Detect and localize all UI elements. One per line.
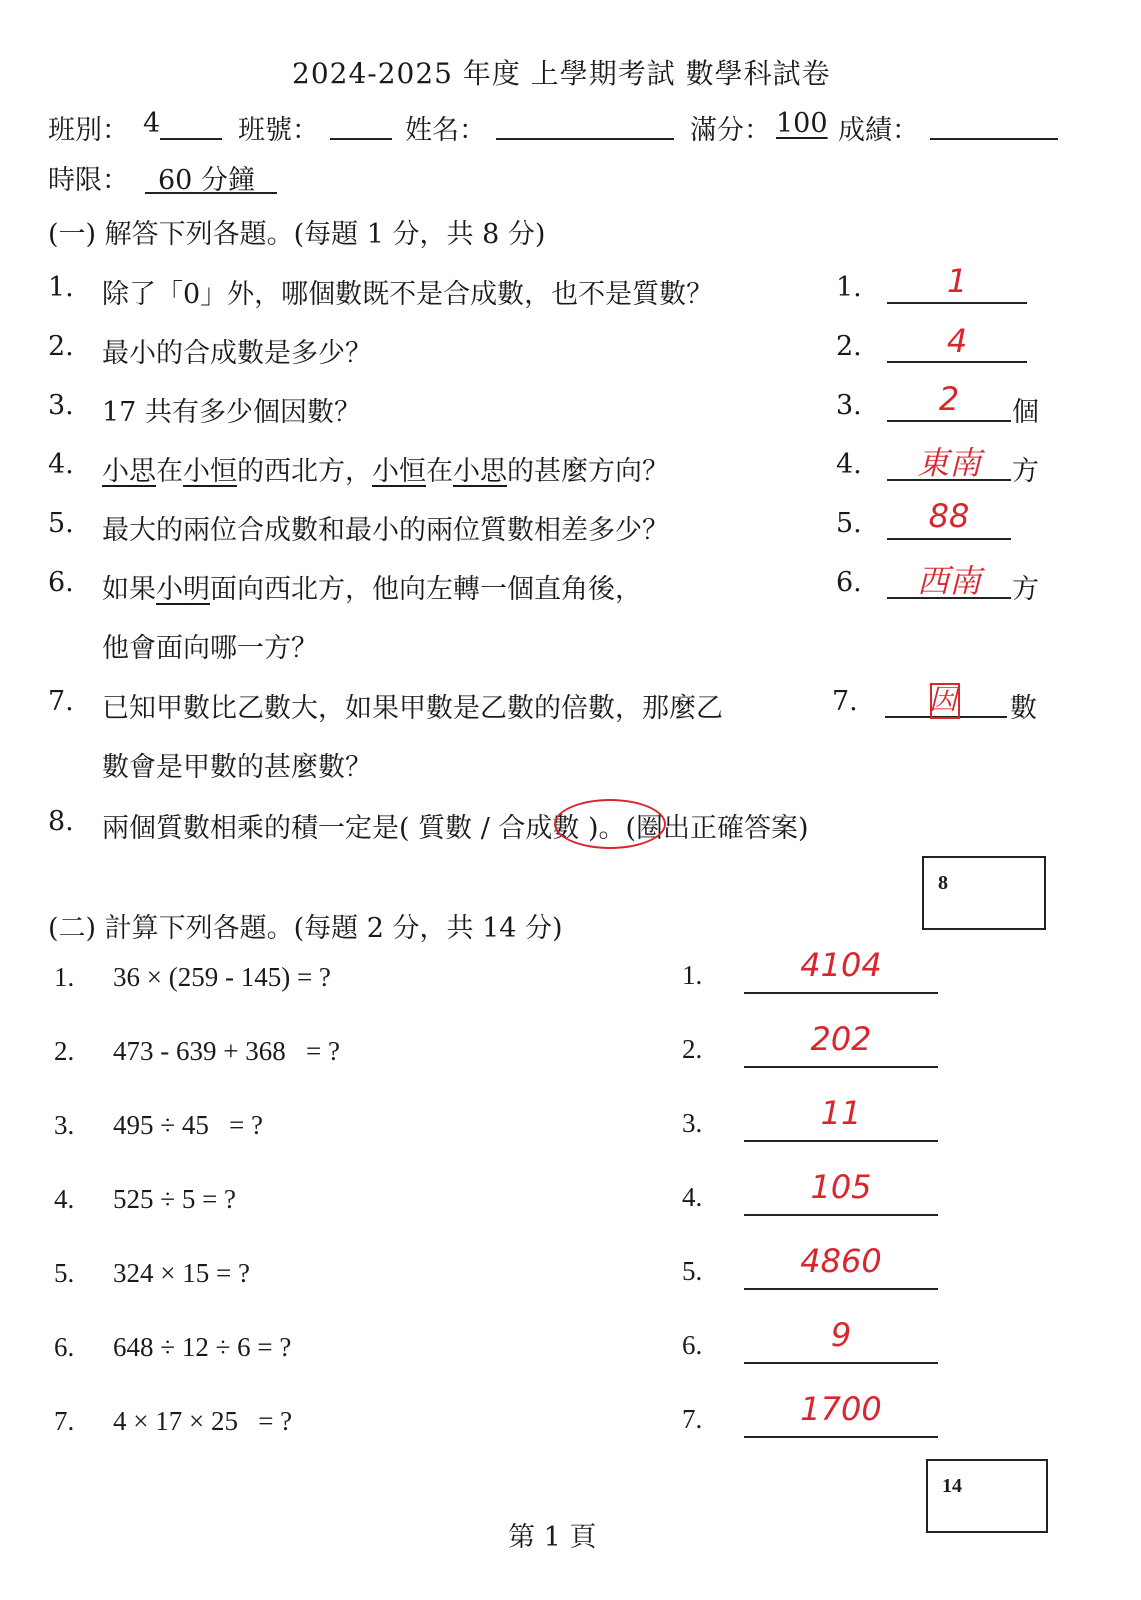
full-marks-label: 滿分： [690,115,771,146]
question-number: 6. [48,567,74,598]
handwritten-answer: 因 [928,683,957,716]
text-part: 在 [426,456,453,487]
answer-line [744,1436,938,1438]
section2-heading: (二) 計算下列各題。(每題 2 分，共 14 分) [48,913,563,944]
answer-line [744,1066,938,1068]
question-number: 7. [48,686,74,717]
answer-unit: 數 [1010,693,1037,724]
question-text: 除了「0」外，哪個數既不是合成數，也不是質數？ [102,279,714,310]
time-limit-line [145,192,277,194]
question-number: 6. [54,1332,75,1362]
question-text [102,567,642,606]
question-text [102,449,669,488]
answer-unit: 方 [1012,574,1039,605]
text-part: 面向西北方，他向左轉一個直角後， [210,574,642,605]
handwritten-answer: 4860 [800,1242,882,1280]
score-box-label: 8 [938,872,948,894]
question-number: 7. [54,1406,75,1436]
page-title: 2024-2025 年度 上學期考試 數學科試卷 [292,57,831,90]
full-marks-value: 100 [776,108,828,139]
handwritten-answer: 105 [810,1168,872,1206]
student-name-line [496,138,674,140]
question-number: 1. [54,962,75,992]
handwritten-answer: 9 [830,1316,852,1354]
question-number: 4. [54,1184,75,1214]
circled-text: 合成數 [498,813,580,844]
calc-expression: 473 - 639 + 368 = ? [113,1036,340,1066]
answer-line [887,420,1011,422]
answer-number: 4. [836,449,862,480]
question-number: 1. [48,272,74,303]
question-text: 最小的合成數是多少？ [102,338,372,369]
calc-expression: 324 × 15 = ? [113,1258,250,1288]
name-siu-hang: 小恒 [183,456,237,487]
answer-number: 2. [836,331,862,362]
question-number: 5. [54,1258,75,1288]
answer-unit: 方 [1012,456,1039,487]
class-number-line [330,138,392,140]
answer-line [887,361,1027,363]
section2-score-box [926,1459,1048,1533]
answer-number: 6. [682,1330,703,1360]
class-label: 班別： [48,115,129,146]
answer-number: 4. [682,1182,703,1212]
class-value: 4 [143,108,161,139]
question-text [102,806,809,845]
question-number: 3. [54,1110,75,1140]
name-siu-ming: 小明 [156,574,210,605]
name-siu-hang: 小恒 [372,456,426,487]
time-limit-label: 時限： [48,165,129,196]
text-part: 的甚麼方向？ [507,456,669,487]
calc-expression: 648 ÷ 12 ÷ 6 = ? [113,1332,292,1362]
handwritten-answer: 2 [938,380,960,418]
answer-line [744,992,938,994]
answer-unit: 個 [1012,397,1039,428]
answer-number: 7. [832,686,858,717]
calc-expression: 36 × (259 - 145) = ? [113,962,331,992]
handwritten-circle [554,799,666,849]
question-number: 4. [48,449,74,480]
question-number: 8. [48,806,74,837]
time-limit-value: 60 分鐘 [158,165,255,196]
question-text: 已知甲數比乙數大，如果甲數是乙數的倍數，那麼乙 [102,693,723,724]
name-siu-sze: 小思 [102,456,156,487]
calc-expression: 525 ÷ 5 = ? [113,1184,237,1214]
answer-line [744,1362,938,1364]
handwritten-answer: 202 [810,1020,872,1058]
answer-line [887,538,1011,540]
text-part: 兩個質數相乘的積一定是( 質數 / [102,813,499,844]
question-number: 5. [48,508,74,539]
score-line [930,138,1058,140]
student-name-label: 姓名： [405,115,486,146]
answer-line [744,1214,938,1216]
answer-line [744,1288,938,1290]
score-label: 成績： [838,115,919,146]
handwritten-answer: 東南 [916,444,981,482]
answer-number: 3. [682,1108,703,1138]
answer-line [744,1140,938,1142]
text-part: 在 [156,456,183,487]
question-number: 3. [48,390,74,421]
handwritten-answer: 11 [820,1094,862,1132]
handwritten-answer: 1700 [800,1390,882,1428]
answer-number: 5. [682,1256,703,1286]
question-text: 17 共有多少個因數？ [102,397,361,428]
answer-number: 2. [682,1034,703,1064]
class-number-label: 班號： [238,115,319,146]
calc-expression: 4 × 17 × 25 = ? [113,1406,293,1436]
section1-heading: (一) 解答下列各題。(每題 1 分，共 8 分) [48,219,546,250]
answer-number: 6. [836,567,862,598]
text-part: )。(圈出正確答案) [579,813,809,844]
text-part: 如果 [102,574,156,605]
handwritten-answer: 88 [928,497,970,535]
answer-number: 7. [682,1404,703,1434]
handwritten-answer: 4 [946,322,968,360]
answer-number: 1. [682,960,703,990]
question-number: 2. [54,1036,75,1066]
handwritten-answer: 1 [946,262,968,300]
answer-number: 1. [836,272,862,303]
handwritten-answer: 西南 [916,562,981,600]
class-line [160,138,222,140]
section1-score-box [922,856,1046,930]
question-text-line2: 他會面向哪一方？ [102,633,318,664]
answer-line [887,302,1027,304]
name-siu-sze: 小思 [453,456,507,487]
calc-expression: 495 ÷ 45 = ? [113,1110,264,1140]
text-part: 的西北方， [237,456,372,487]
handwritten-answer: 4104 [800,946,882,984]
question-text-line2: 數會是甲數的甚麼數？ [102,752,372,783]
score-box-label: 14 [942,1475,962,1497]
answer-number: 5. [836,508,862,539]
question-number: 2. [48,331,74,362]
question-text: 最大的兩位合成數和最小的兩位質數相差多少？ [102,515,669,546]
answer-number: 3. [836,390,862,421]
page-number: 第 1 頁 [508,1522,597,1553]
